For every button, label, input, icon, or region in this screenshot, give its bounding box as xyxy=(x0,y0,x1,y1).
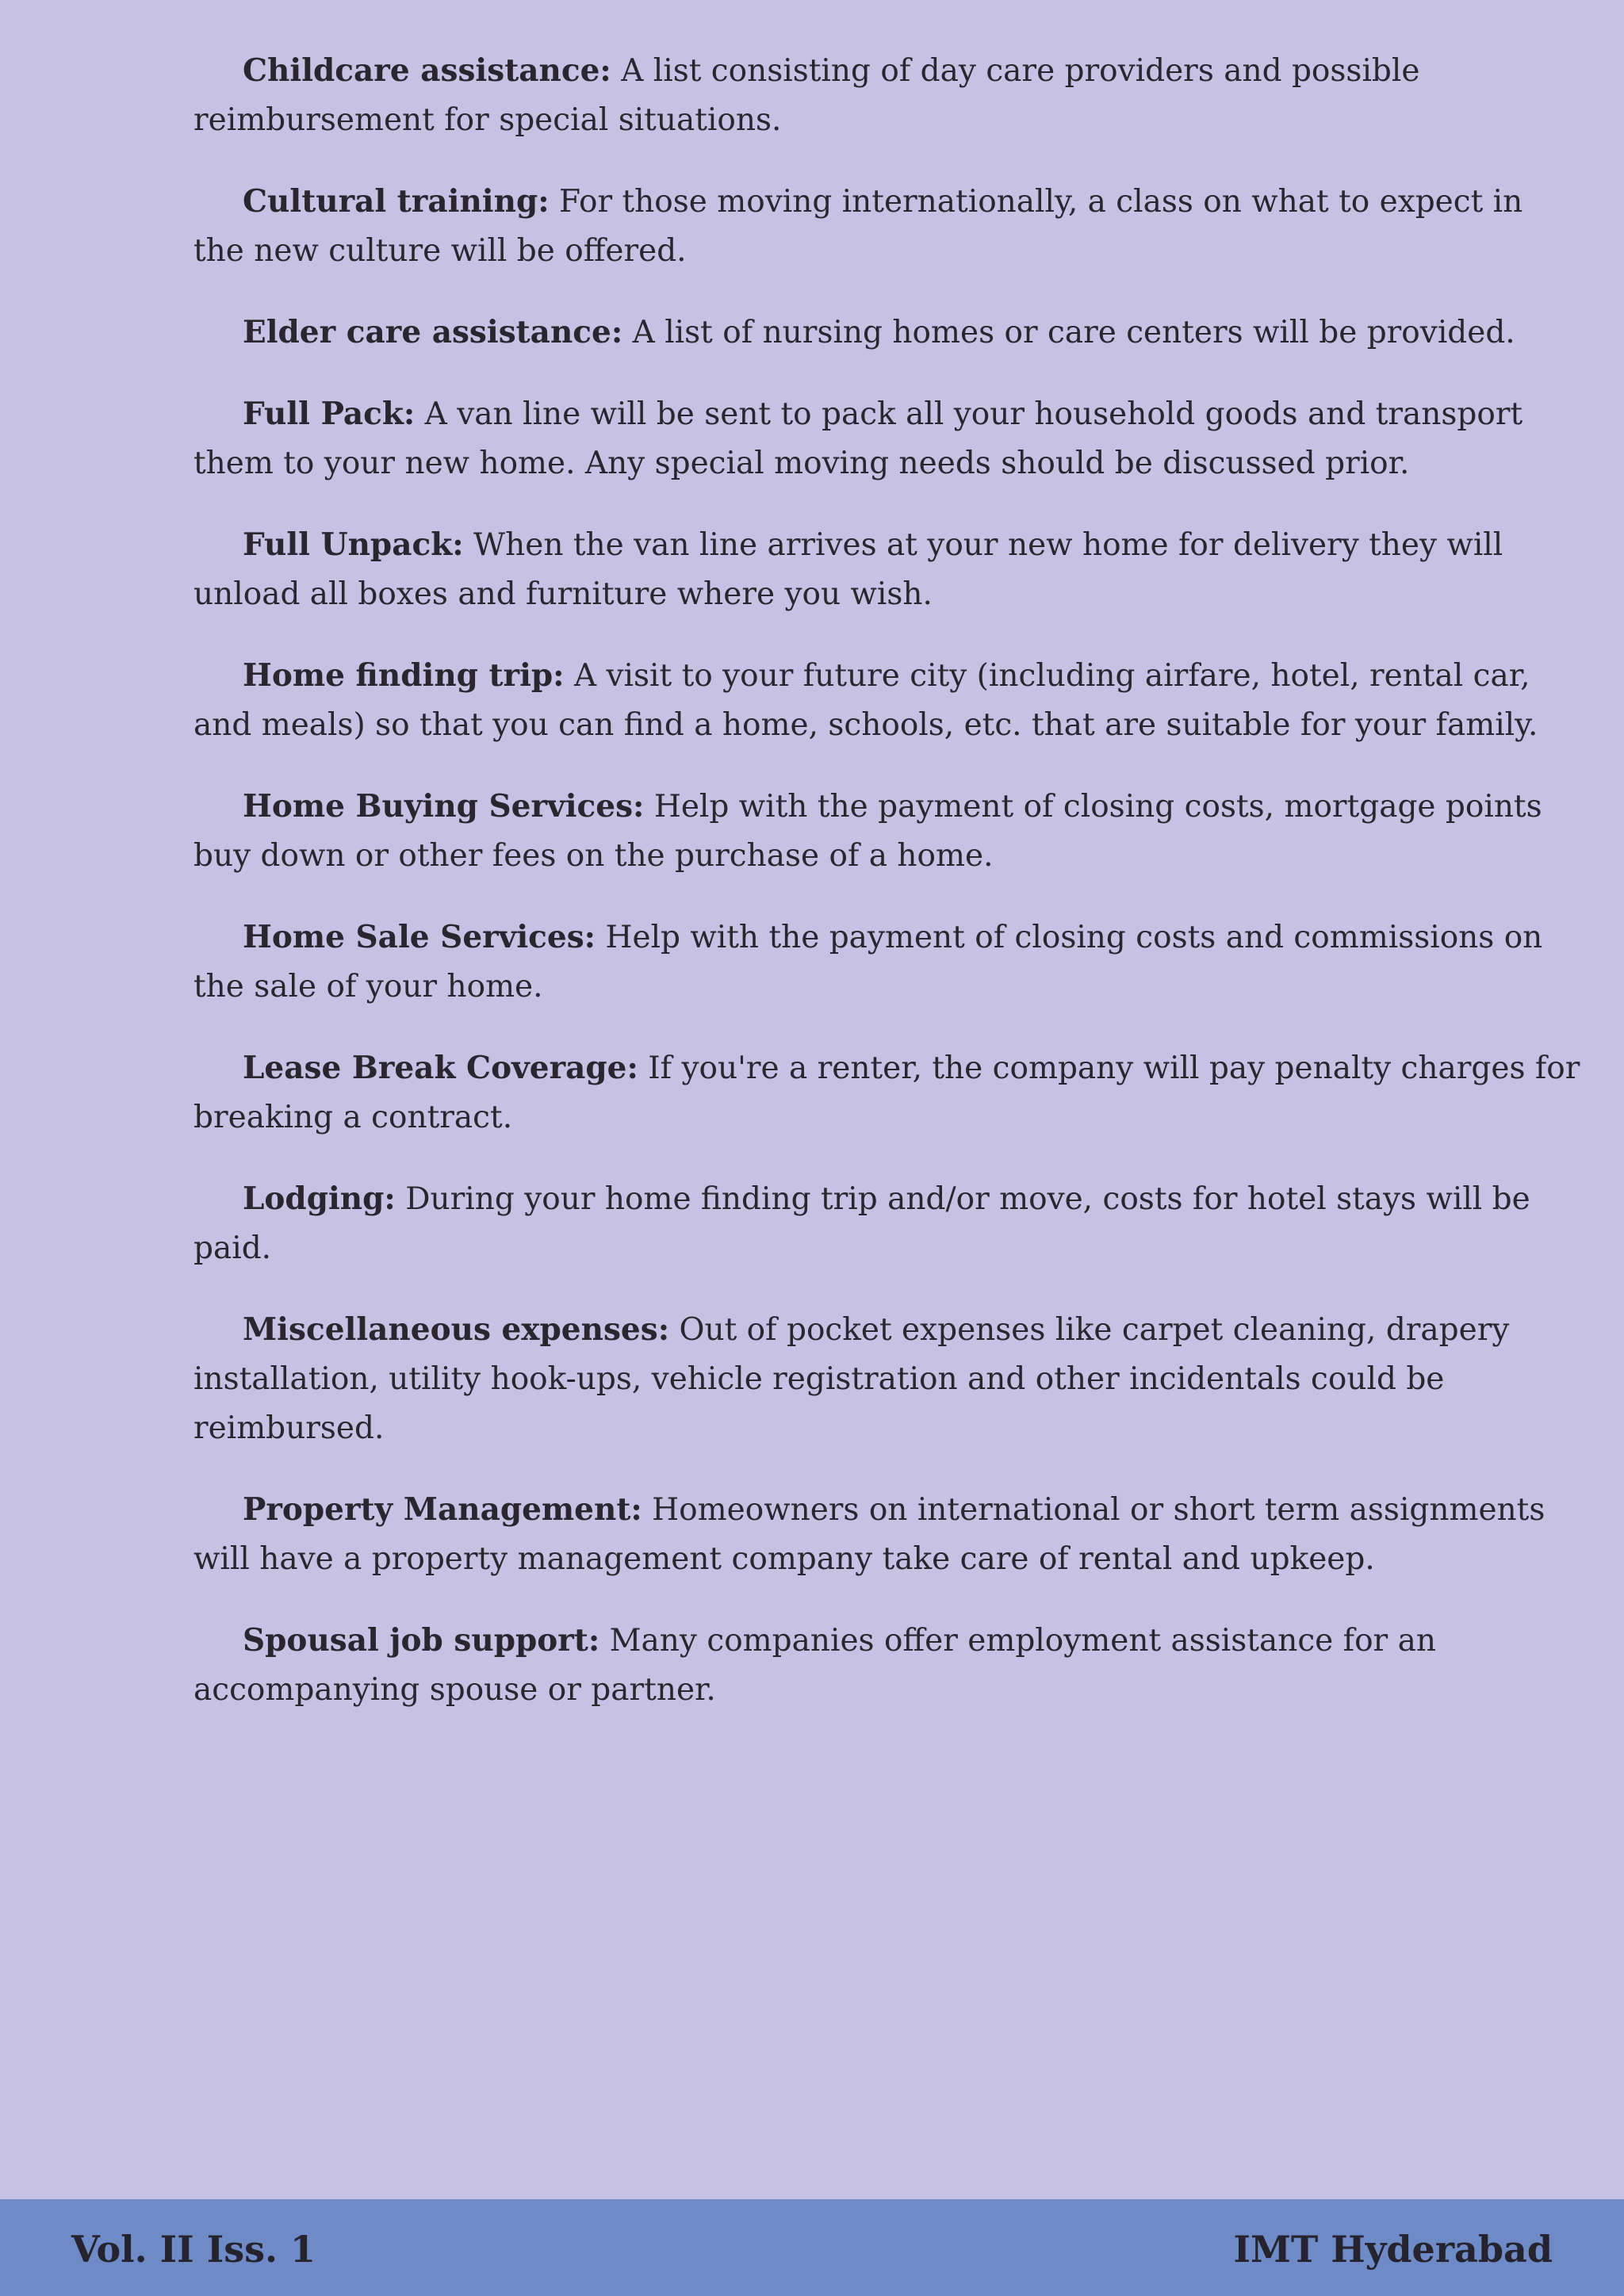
glossary-entry-miscellaneous-expenses xyxy=(193,1305,1583,1453)
entry-term: Home finding trip: xyxy=(243,657,565,694)
entry-text: A list consisting of day care providers and possible reimbursement for special situations. xyxy=(193,53,1420,138)
entry-term: Home Sale Services: xyxy=(243,919,596,955)
institution-label: IMT Hyderabad xyxy=(1233,2228,1553,2271)
glossary-entry-full-unpack xyxy=(193,520,1583,619)
entry-text: Many companies offer employment assistance for an accompanying spouse or partner. xyxy=(193,1623,1436,1708)
entry-term: Elder care assistance: xyxy=(243,314,623,350)
glossary-entry-home-finding-trip xyxy=(193,651,1583,750)
entry-text: Out of pocket expenses like carpet cleaning, drapery installation, utility hook-ups, vehicle registration and other incidentals could be reimbursed. xyxy=(193,1312,1510,1446)
glossary-content xyxy=(193,46,1583,1747)
entry-text: For those moving internationally, a class on what to expect in the new culture will be offered. xyxy=(193,184,1523,269)
page-footer xyxy=(0,2199,1624,2296)
glossary-entry-spousal-job-support xyxy=(193,1616,1583,1715)
entry-term: Home Buying Services: xyxy=(243,788,645,825)
glossary-entry-lease-break-coverage xyxy=(193,1043,1583,1142)
entry-term: Miscellaneous expenses: xyxy=(243,1311,670,1348)
glossary-entry-elder-care-assistance xyxy=(193,308,1583,358)
glossary-entry-cultural-training xyxy=(193,177,1583,276)
entry-text: A list of nursing homes or care centers will be provided. xyxy=(622,315,1515,350)
entry-text: Help with the payment of closing costs and commissions on the sale of your home. xyxy=(193,920,1543,1004)
entry-term: Spousal job support: xyxy=(243,1622,600,1659)
entry-term: Full Unpack: xyxy=(243,526,464,563)
glossary-entry-home-buying-services xyxy=(193,782,1583,881)
entry-text: A visit to your future city (including airfare, hotel, rental car, and meals) so that you can find a home, schools, etc. that are suitable for your family. xyxy=(193,658,1538,743)
glossary-entry-lodging xyxy=(193,1174,1583,1273)
entry-text: When the van line arrives at your new home for delivery they will unload all boxes and furniture where you wish. xyxy=(193,527,1503,612)
glossary-entry-childcare-assistance xyxy=(193,46,1583,145)
entry-term: Lease Break Coverage: xyxy=(243,1050,638,1086)
entry-text: A van line will be sent to pack all your household goods and transport them to your new home. Any special moving needs should be discussed prior. xyxy=(193,396,1523,481)
glossary-entry-property-management xyxy=(193,1485,1583,1584)
issue-label: Vol. II Iss. 1 xyxy=(71,2228,316,2271)
entry-term: Property Management: xyxy=(243,1491,642,1528)
entry-text: During your home finding trip and/or move, costs for hotel stays will be paid. xyxy=(193,1181,1530,1266)
entry-term: Childcare assistance: xyxy=(243,52,611,89)
entry-text: Homeowners on international or short term assignments will have a property management company take care of rental and upkeep. xyxy=(193,1492,1545,1577)
entry-text: Help with the payment of closing costs, mortgage points buy down or other fees on the purchase of a home. xyxy=(193,789,1542,874)
entry-term: Full Pack: xyxy=(243,396,416,432)
entry-text: If you're a renter, the company will pay penalty charges for breaking a contract. xyxy=(193,1050,1580,1135)
entry-term: Lodging: xyxy=(243,1181,396,1217)
glossary-entry-full-pack xyxy=(193,389,1583,488)
glossary-entry-home-sale-services xyxy=(193,913,1583,1012)
entry-term: Cultural training: xyxy=(243,183,550,220)
